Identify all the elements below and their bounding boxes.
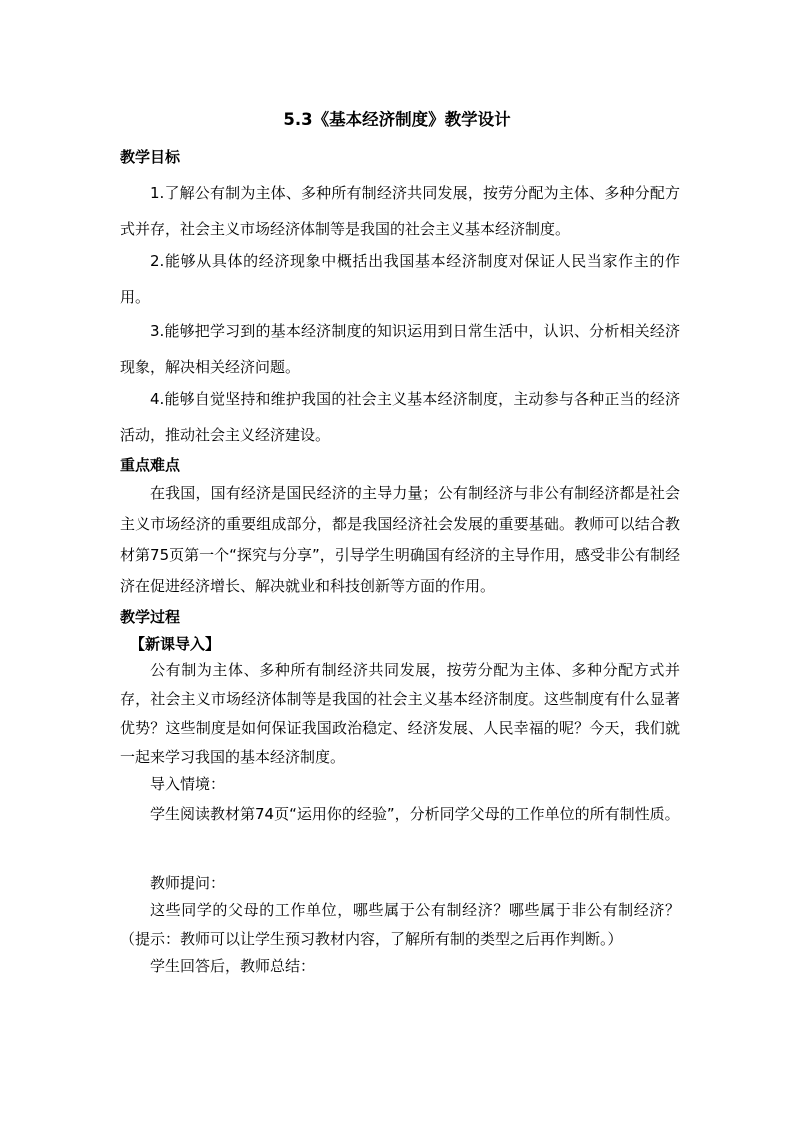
goal-item-4: 4.能够自觉坚持和维护我国的社会主义基本经济制度，主动参与各种正当的经济活动，推动社会主义经济建设。 [120, 390, 680, 444]
goal-item-3: 3.能够把学习到的基本经济制度的知识运用到日常生活中，认识、分析相关经济现象，解决相关经济问题。 [120, 322, 680, 376]
scenario-label: 导入情境： [150, 775, 226, 793]
document-title: 5.3《基本经济制度》教学设计 [283, 110, 511, 129]
goal-item-2: 2.能够从具体的经济现象中概括出我国基本经济制度对保证人民当家作主的作用。 [120, 252, 680, 306]
summary-label: 学生回答后，教师总结： [150, 957, 316, 975]
question-text: 这些同学的父母的工作单位，哪些属于公有制经济？哪些属于非公有制经济？（提示：教师可以让学生预习教材内容，了解所有制的类型之后再作判断。） [120, 901, 680, 948]
question-label: 教师提问： [150, 874, 226, 892]
intro-text: 公有制为主体、多种所有制经济共同发展，按劳分配为主体、多种分配方式并存，社会主义市场经济体制等是我国的社会主义基本经济制度。这些制度有什么显著优势？这些制度是如何保证我国政治稳定、经济发展、人民幸福的呢？今天，我们就一起来学习我国的基本经济制度。 [120, 661, 680, 766]
key-points-text: 在我国，国有经济是国民经济的主导力量；公有制经济与非公有制经济都是社会主义市场经济的重要组成部分，都是我国经济社会发展的重要基础。教师可以结合教材第75页第一个“探究与分享”，引导学生明确国有经济的主导作用，感受非公有制经济在促进经济增长、解决就业和科技创新等方面的作用。 [120, 484, 680, 595]
intro-heading: 【新课导入】 [130, 635, 221, 653]
goal-item-1: 1.了解公有制为主体、多种所有制经济共同发展，按劳分配为主体、多种分配方式并存，社会主义市场经济体制等是我国的社会主义基本经济制度。 [120, 184, 680, 238]
goals-heading: 教学目标 [120, 148, 181, 166]
key-points-heading: 重点难点 [120, 456, 181, 474]
process-heading: 教学过程 [120, 608, 181, 626]
scenario-text: 学生阅读教材第74页“运用你的经验”，分析同学父母的工作单位的所有制性质。 [150, 805, 680, 823]
